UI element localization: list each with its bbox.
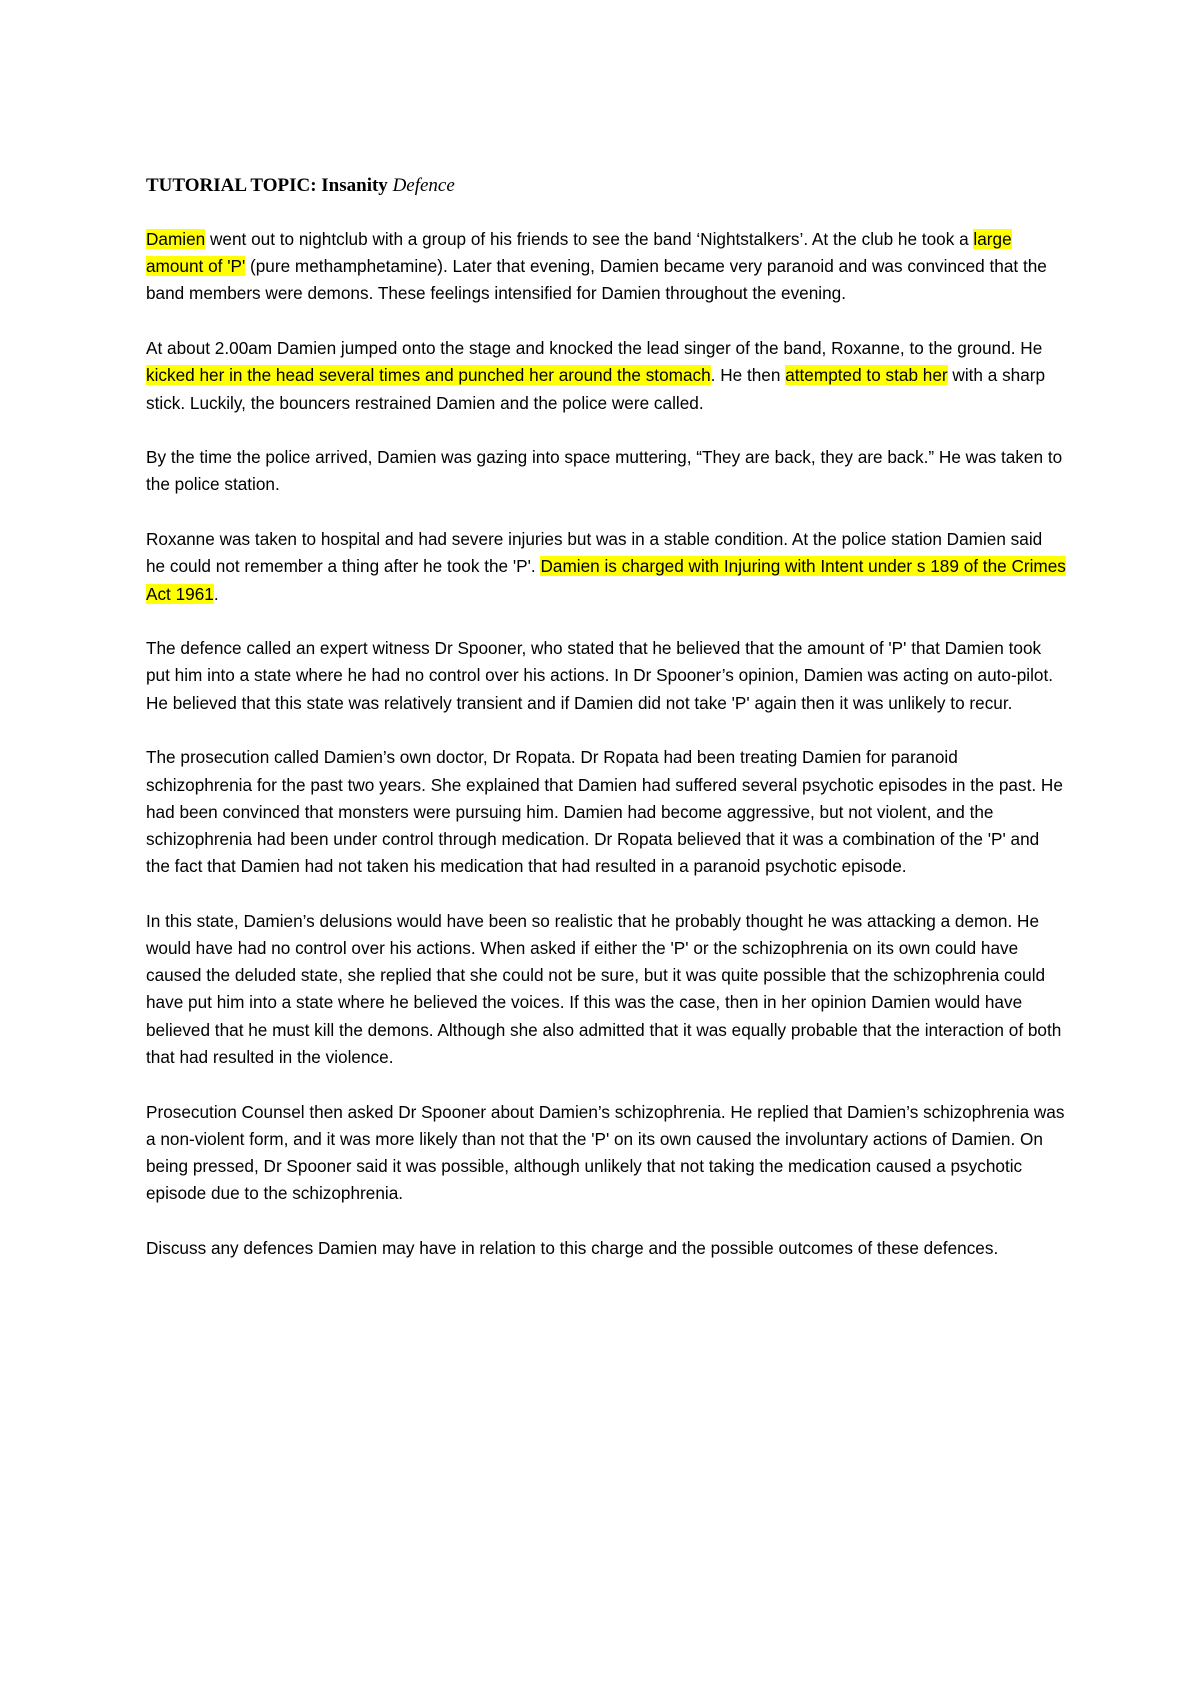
paragraph-3: By the time the police arrived, Damien was gazing into space muttering, “They are back, they are back.” He was taken to the police station.: [146, 447, 1063, 495]
highlight-attempted-stab: attempted to stab her: [785, 365, 948, 386]
paragraph-6: The prosecution called Damien’s own doctor, Dr Ropata. Dr Ropata had been treating Damien for paranoid schizophrenia for the past two years. She explained that Damien had suffered several psychotic episodes in the past. He had been convinced that monsters were pursuing him. Damien had become aggressive, but not violent, and the schizophrenia had been under control through medication. Dr Ropata believed that it was a combination of the 'P' and the fact that Damien had not taken his medication that had resulted in a paranoid psychotic episode.: [146, 747, 1063, 877]
paragraph-2-text-c: with a sharp stick. Luckily, the bouncers restrained Damien and the police were called.: [146, 365, 1046, 413]
paragraph-2: [146, 335, 1066, 417]
highlight-kicked: kicked her in the head several times and punched her around the stomach: [146, 365, 711, 386]
highlight-damien: Damien: [146, 229, 206, 249]
document-body: [146, 172, 1066, 1290]
paragraph-4: [146, 526, 1066, 608]
page-title: [146, 172, 1066, 199]
title-subject: Insanity: [321, 175, 388, 196]
highlight-charge: Damien is charged with Injuring with Intent under s 189 of the Crimes Act 1961: [146, 556, 1066, 604]
paragraph-4-text-a: Roxanne was taken to hospital and had severe injuries but was in a stable condition. At the police station Damien said he could not remember a thing after he took the 'P'.: [146, 529, 1043, 577]
title-label: TUTORIAL TOPIC:: [146, 175, 317, 196]
paragraph-8: Prosecution Counsel then asked Dr Spooner about Damien’s schizophrenia. He replied that Damien’s schizophrenia was a non-violent form, and it was more likely than not that the 'P' on its own caused the involuntary actions of Damien. On being pressed, Dr Spooner said it was possible, although unlikely that not taking the medication caused a psychotic episode due to the schizophrenia.: [146, 1101, 1065, 1204]
paragraph-4-text-b: .: [213, 583, 219, 604]
paragraph-7: In this state, Damien’s delusions would have been so realistic that he probably thought he was attacking a demon. He would have had no control over his actions. When asked if either the 'P' or the schizophrenia on its own could have caused the deluded state, she replied that she could not be sure, but it was quite possible that the schizophrenia could have put him into a state where he believed the voices. If this was the case, then in her opinion Damien would have believed that he must kill the demons. Although she also admitted that it was equally probable that the interaction of both that had resulted in the violence.: [146, 910, 1062, 1067]
title-subject-italic: Defence: [392, 175, 455, 196]
paragraph-5: The defence called an expert witness Dr Spooner, who stated that he believed that the amount of 'P' that Damien took put him into a state where he had no control over his actions. In Dr Spooner’s opinion, Damien was acting on auto-pilot. He believed that this state was relatively transient and if Damien did not take 'P' again then it was unlikely to recur.: [146, 638, 1054, 713]
highlight-large-amount: large amount of 'P': [146, 229, 1012, 277]
paragraph-9: Discuss any defences Damien may have in relation to this charge and the possible outcomes of these defences.: [146, 1237, 999, 1258]
paragraph-1: [146, 226, 1066, 308]
paragraph-1-text-a: went out to nightclub with a group of his friends to see the band ‘Nightstalkers’. At the club he took a: [205, 229, 974, 249]
paragraph-2-text-a: At about 2.00am Damien jumped onto the stage and knocked the lead singer of the band, Roxanne, to the ground. He: [146, 338, 1043, 359]
paragraph-1-text-b: (pure methamphetamine). Later that evening, Damien became very paranoid and was convinced that the band members were demons. These feelings intensified for Damien throughout the evening.: [146, 256, 1047, 304]
paragraph-2-text-b: . He then: [710, 365, 786, 386]
